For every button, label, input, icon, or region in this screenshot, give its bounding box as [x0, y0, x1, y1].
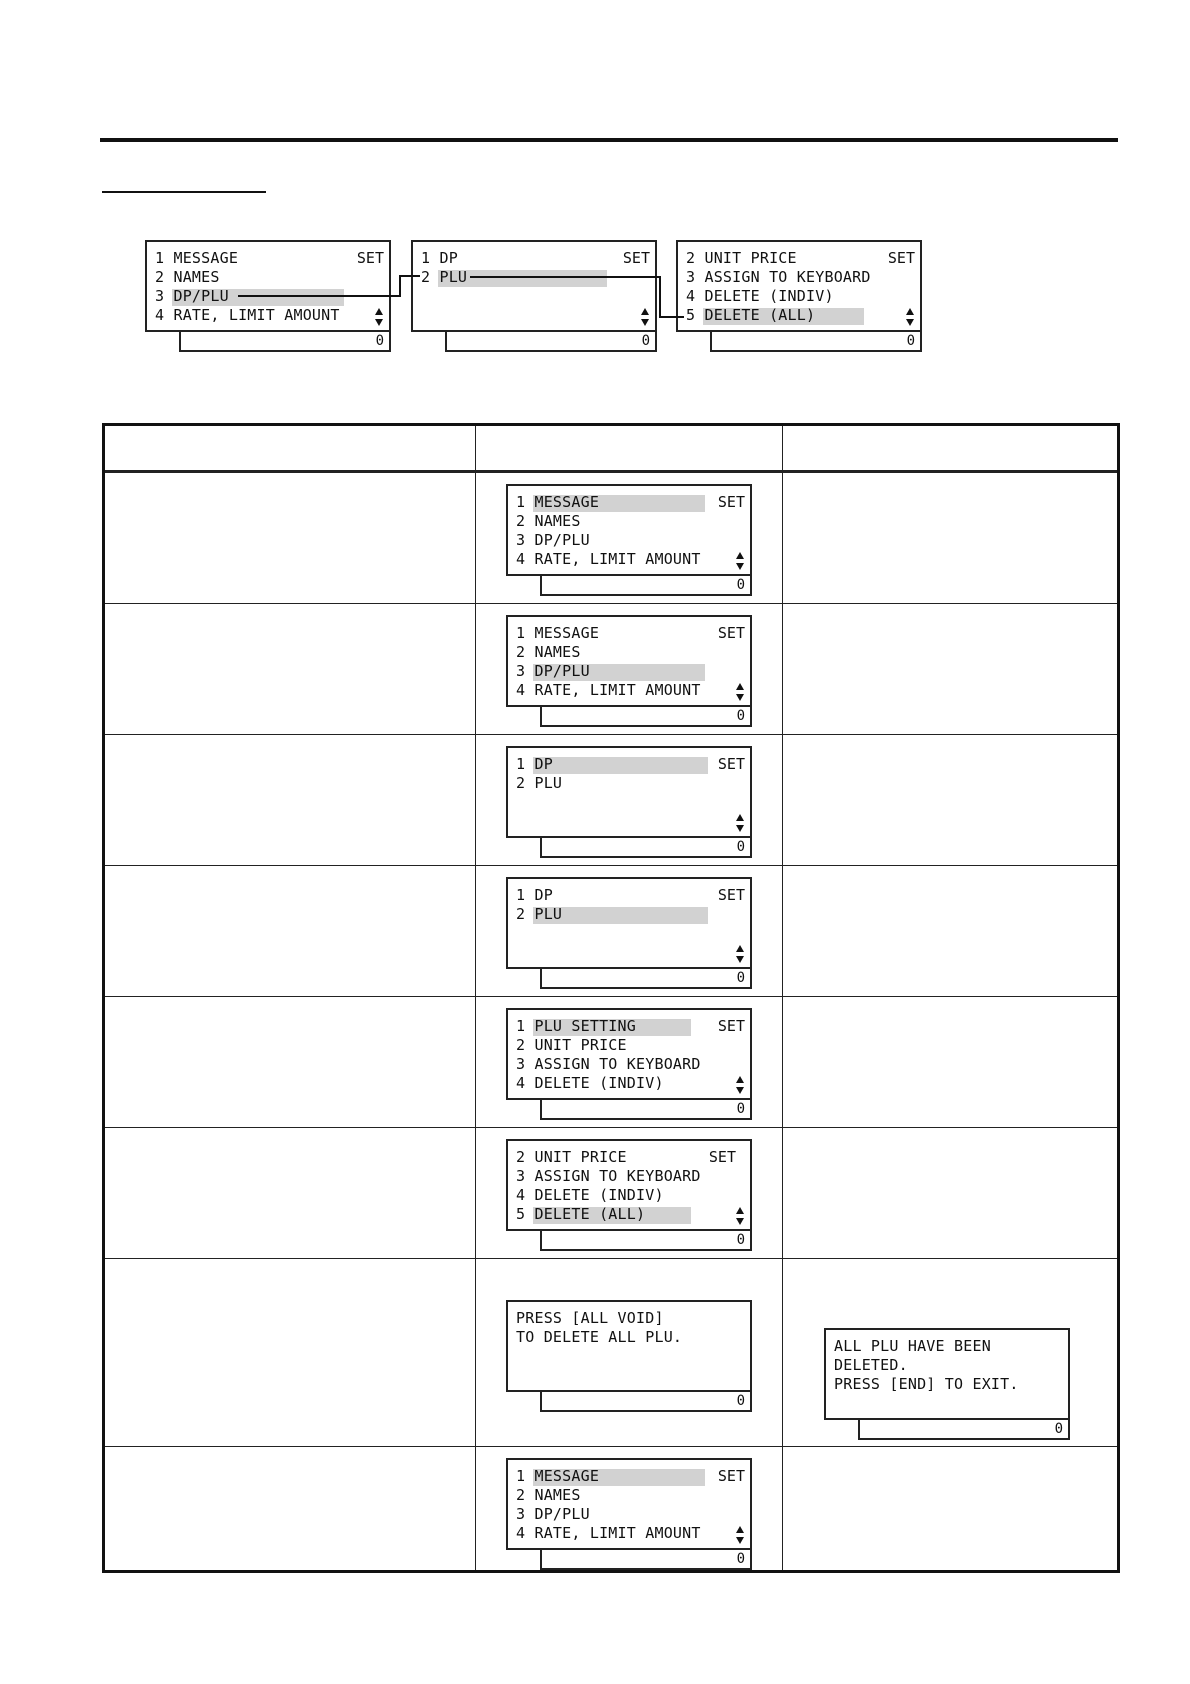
menu-line: 3 DP/PLU [516, 1505, 590, 1523]
row-divider [105, 865, 1117, 866]
row-display [506, 1300, 752, 1412]
set-label: SET [717, 886, 745, 904]
menu-line: 2 PLU [516, 905, 563, 923]
counter-value: 0 [375, 333, 384, 349]
row-divider [105, 996, 1117, 997]
row-divider [105, 1258, 1117, 1259]
message-line: TO DELETE ALL PLU. [516, 1328, 683, 1346]
row-display [506, 746, 752, 858]
menu-line: 3 DP/PLU [516, 531, 590, 549]
counter-value: 0 [736, 1551, 745, 1567]
menu-line: 5 DELETE (ALL) [686, 306, 816, 324]
counter-value: 0 [641, 333, 650, 349]
menu-line: 4 RATE, LIMIT AMOUNT [516, 681, 701, 699]
row-divider [105, 734, 1117, 735]
connector-line [470, 277, 684, 317]
menu-line: 3 ASSIGN TO KEYBOARD [686, 268, 871, 286]
set-label: SET [622, 249, 650, 267]
scroll-arrows-icon [735, 813, 745, 833]
highlight-bar [533, 757, 708, 774]
counter-bar [540, 1098, 752, 1120]
menu-line: 2 NAMES [516, 512, 581, 530]
row-display [506, 615, 752, 727]
row-divider [105, 603, 1117, 604]
row-display [506, 1008, 752, 1120]
counter-value: 0 [906, 333, 915, 349]
counter-bar [858, 1418, 1070, 1440]
counter-bar [540, 836, 752, 858]
menu-line: 4 RATE, LIMIT AMOUNT [516, 1524, 701, 1542]
menu-line: 4 DELETE (INDIV) [516, 1074, 664, 1092]
message-line: ALL PLU HAVE BEEN [834, 1337, 991, 1355]
menu-line: 1 MESSAGE [516, 624, 600, 642]
set-label: SET [708, 1148, 736, 1166]
menu-line: 4 RATE, LIMIT AMOUNT [155, 306, 340, 324]
row-display [506, 1139, 752, 1251]
menu-line: 1 MESSAGE [155, 249, 239, 267]
header-remarks [783, 426, 1117, 470]
counter-bar [540, 1229, 752, 1251]
header-display [476, 426, 782, 470]
counter-bar [540, 574, 752, 596]
column-divider [782, 426, 783, 1570]
counter-bar [540, 1390, 752, 1412]
row-display [506, 484, 752, 596]
result-display [824, 1328, 1070, 1440]
scroll-arrows-icon [735, 551, 745, 571]
header-operation [105, 426, 475, 470]
scroll-arrows-icon [735, 944, 745, 964]
menu-line: 1 PLU SETTING [516, 1017, 636, 1035]
menu-line: 2 NAMES [516, 1486, 581, 1504]
row-display [506, 877, 752, 989]
row-display [506, 1458, 752, 1570]
menu-line: 5 DELETE (ALL) [516, 1205, 646, 1223]
menu-line: 1 DP [516, 755, 553, 773]
menu-line: 3 DP/PLU [516, 662, 590, 680]
counter-value: 0 [736, 1232, 745, 1248]
menu-line: 4 DELETE (INDIV) [516, 1186, 664, 1204]
menu-line: 1 MESSAGE [516, 493, 600, 511]
set-label: SET [717, 624, 745, 642]
menu-line: 2 NAMES [516, 643, 581, 661]
menu-line: 1 MESSAGE [516, 1467, 600, 1485]
menu-line: 4 RATE, LIMIT AMOUNT [516, 550, 701, 568]
set-label: SET [717, 755, 745, 773]
set-label: SET [887, 249, 915, 267]
message-line: DELETED. [834, 1356, 908, 1374]
counter-value: 0 [736, 577, 745, 593]
flow-connectors [0, 0, 1190, 400]
counter-bar [540, 1548, 752, 1570]
menu-line: 2 NAMES [155, 268, 220, 286]
counter-bar [540, 705, 752, 727]
scroll-arrows-icon [735, 682, 745, 702]
menu-line: 1 DP [516, 886, 553, 904]
menu-line: 2 UNIT PRICE [516, 1036, 627, 1054]
scroll-arrows-icon [735, 1525, 745, 1545]
row-divider [105, 1446, 1117, 1447]
set-label: SET [717, 1467, 745, 1485]
menu-line: 3 DP/PLU [155, 287, 229, 305]
column-divider [475, 426, 476, 1570]
menu-line: 4 DELETE (INDIV) [686, 287, 834, 305]
counter-value: 0 [736, 1101, 745, 1117]
counter-value: 0 [1054, 1421, 1063, 1437]
menu-line: 2 PLU [516, 774, 563, 792]
menu-line: 3 ASSIGN TO KEYBOARD [516, 1055, 701, 1073]
set-label: SET [717, 493, 745, 511]
scroll-arrows-icon [735, 1206, 745, 1226]
counter-bar [540, 967, 752, 989]
header-divider [105, 470, 1117, 473]
operation-table [102, 423, 1120, 1573]
menu-line: 2 PLU [421, 268, 468, 286]
menu-line: 2 UNIT PRICE [516, 1148, 627, 1166]
connector-line [238, 276, 420, 296]
menu-line: 3 ASSIGN TO KEYBOARD [516, 1167, 701, 1185]
menu-line: 1 DP [421, 249, 458, 267]
counter-value: 0 [736, 708, 745, 724]
message-line: PRESS [ALL VOID] [516, 1309, 664, 1327]
counter-value: 0 [736, 970, 745, 986]
set-label: SET [356, 249, 384, 267]
scroll-arrows-icon [735, 1075, 745, 1095]
counter-value: 0 [736, 839, 745, 855]
counter-value: 0 [736, 1393, 745, 1409]
row-divider [105, 1127, 1117, 1128]
message-line: PRESS [END] TO EXIT. [834, 1375, 1019, 1393]
menu-line: 2 UNIT PRICE [686, 249, 797, 267]
set-label: SET [717, 1017, 745, 1035]
